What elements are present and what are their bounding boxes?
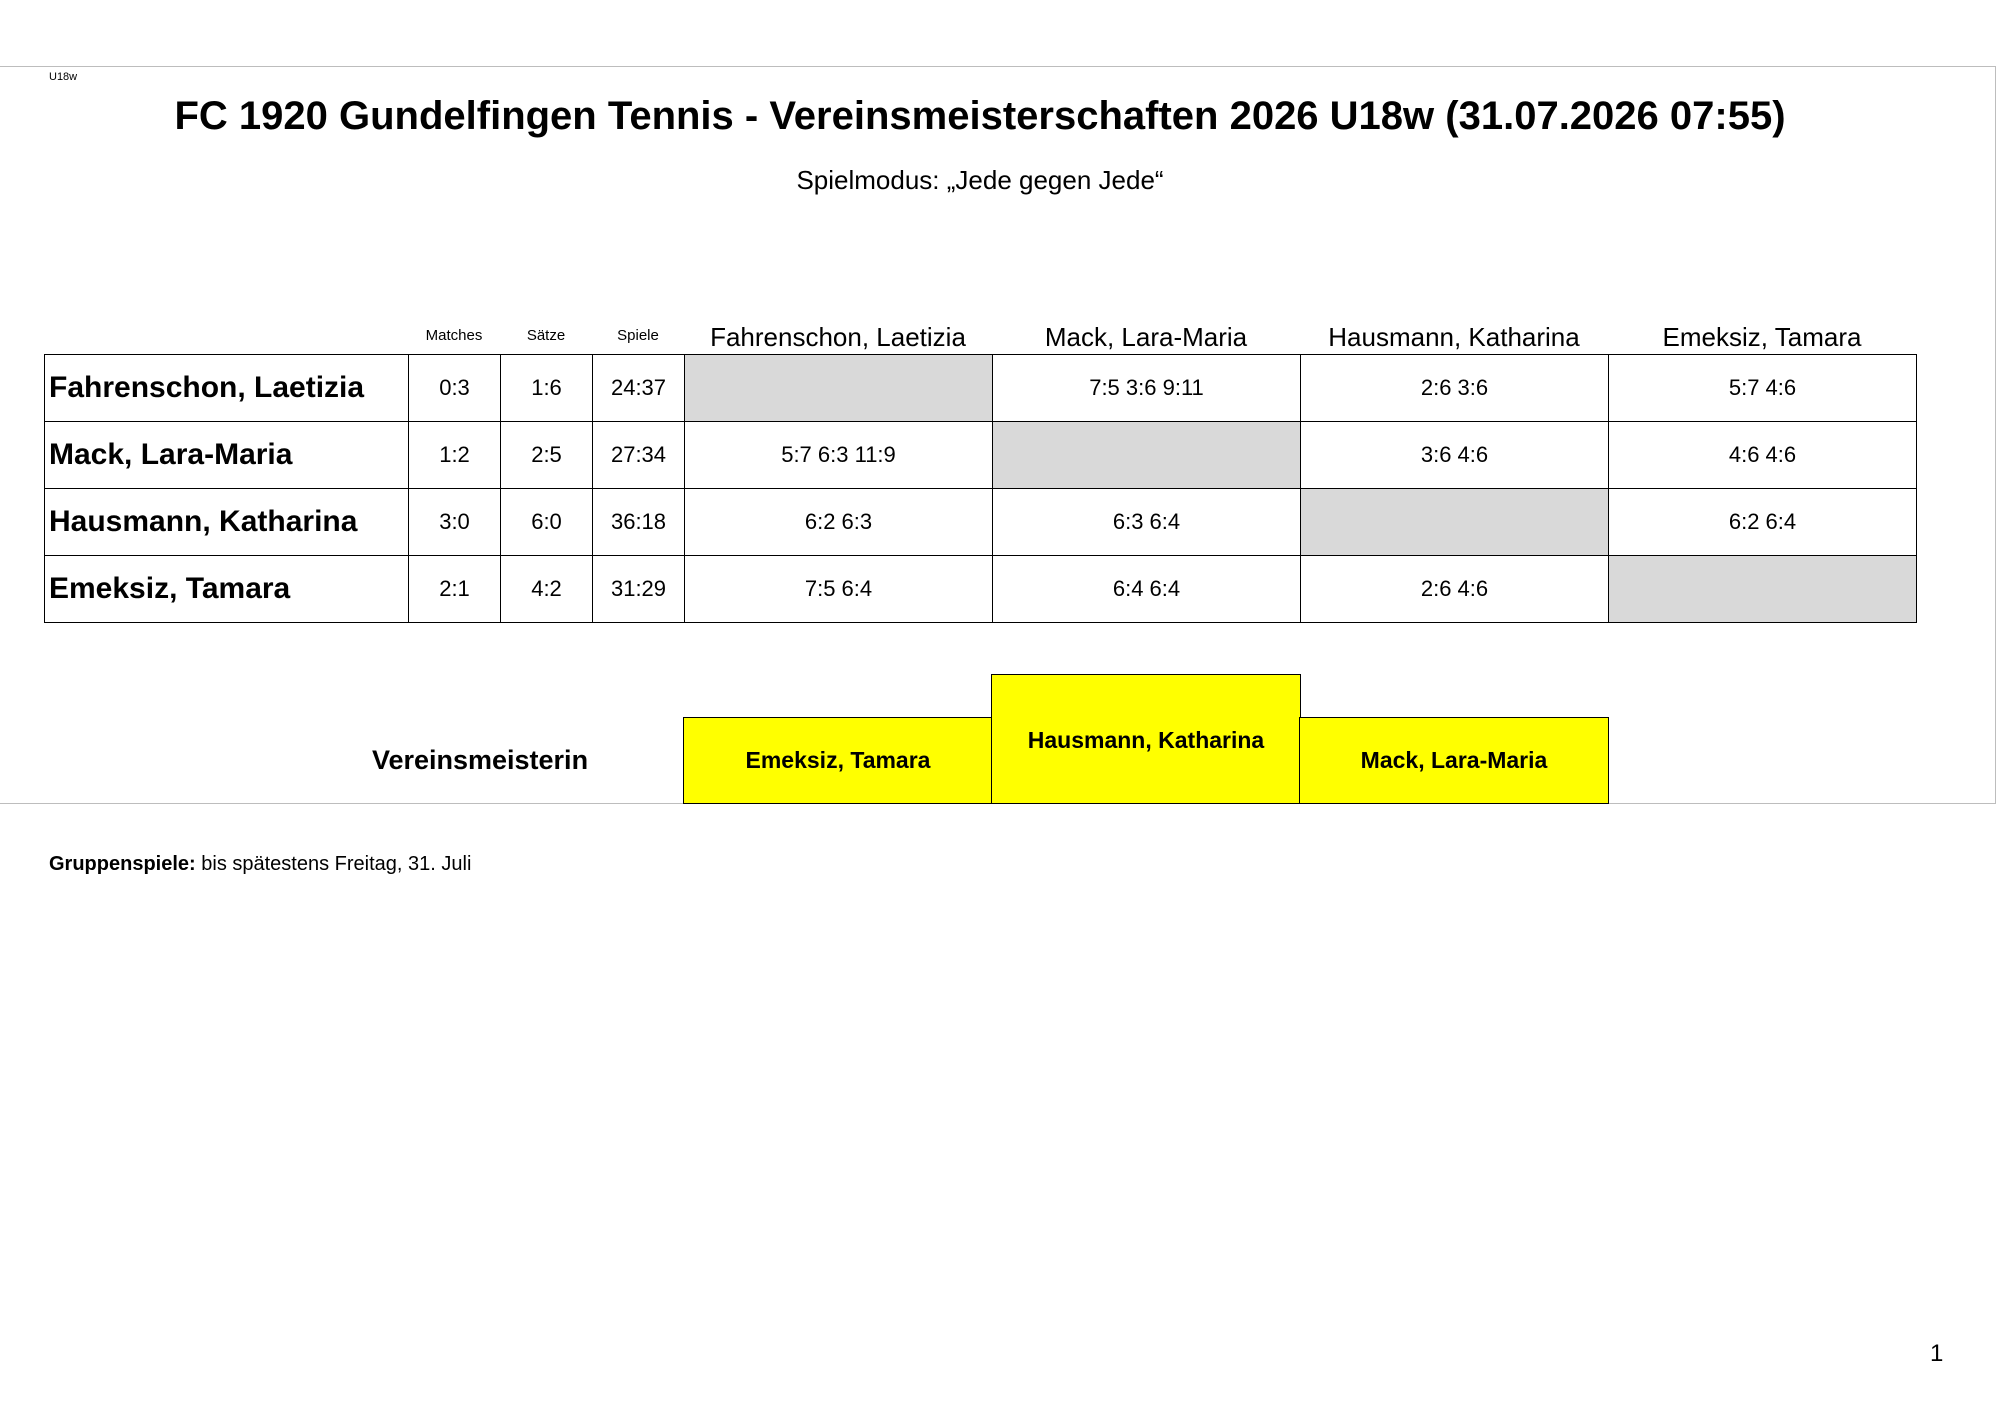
player-name: Hausmann, Katharina (45, 489, 409, 556)
page-subtitle: Spielmodus: „Jede gegen Jede“ (796, 165, 1164, 195)
header-matches: Matches (425, 327, 483, 344)
self-cell (685, 355, 993, 422)
result-cell: 3:6 4:6 (1301, 422, 1609, 489)
matches-cell: 0:3 (409, 355, 501, 422)
matches-cell: 2:1 (409, 556, 501, 623)
page-title: FC 1920 Gundelfingen Tennis - Vereinsmeisterschaften 2026 U18w (31.07.2026 07:55) (174, 94, 1786, 138)
results-table (44, 354, 1917, 623)
table-row (45, 422, 1917, 489)
result-cell: 5:7 4:6 (1609, 355, 1917, 422)
player-name: Emeksiz, Tamara (45, 556, 409, 623)
player-name: Mack, Lara-Maria (45, 422, 409, 489)
page-number: 1 (1930, 1340, 1944, 1367)
self-cell (993, 422, 1301, 489)
podium-first: Hausmann, Katharina (991, 674, 1301, 804)
self-cell (1609, 556, 1917, 623)
table-row (45, 556, 1917, 623)
table-row (45, 489, 1917, 556)
group-games-note (49, 853, 471, 876)
result-cell: 6:3 6:4 (993, 489, 1301, 556)
result-cell: 2:6 4:6 (1301, 556, 1609, 623)
result-cell: 6:2 6:4 (1609, 489, 1917, 556)
saetze-cell: 2:5 (501, 422, 593, 489)
header-opponent-2: Mack, Lara-Maria (1044, 322, 1248, 352)
spiele-cell: 31:29 (593, 556, 685, 623)
header-opponent-1: Fahrenschon, Laetizia (710, 322, 966, 352)
header-saetze: Sätze (526, 327, 566, 344)
spiele-cell: 36:18 (593, 489, 685, 556)
spiele-cell: 27:34 (593, 422, 685, 489)
podium-third: Mack, Lara-Maria (1299, 717, 1609, 804)
saetze-cell: 1:6 (501, 355, 593, 422)
result-cell: 6:2 6:3 (685, 489, 993, 556)
result-cell: 7:5 6:4 (685, 556, 993, 623)
spiele-cell: 24:37 (593, 355, 685, 422)
header-spiele: Spiele (617, 327, 659, 344)
player-name: Fahrenschon, Laetizia (45, 355, 409, 422)
table-row (45, 355, 1917, 422)
header-opponent-3: Hausmann, Katharina (1328, 322, 1580, 352)
result-cell: 4:6 4:6 (1609, 422, 1917, 489)
note-label: Gruppenspiele: (49, 853, 196, 875)
header-opponent-4: Emeksiz, Tamara (1662, 322, 1862, 352)
saetze-cell: 6:0 (501, 489, 593, 556)
podium-label: Vereinsmeisterin (371, 745, 589, 775)
result-cell: 6:4 6:4 (993, 556, 1301, 623)
self-cell (1301, 489, 1609, 556)
matches-cell: 1:2 (409, 422, 501, 489)
result-cell: 2:6 3:6 (1301, 355, 1609, 422)
note-text: bis spätestens Freitag, 31. Juli (195, 853, 472, 875)
matches-cell: 3:0 (409, 489, 501, 556)
saetze-cell: 4:2 (501, 556, 593, 623)
result-cell: 5:7 6:3 11:9 (685, 422, 993, 489)
podium-second: Emeksiz, Tamara (683, 717, 993, 804)
result-cell: 7:5 3:6 9:11 (993, 355, 1301, 422)
category-tag: U18w (49, 71, 78, 83)
